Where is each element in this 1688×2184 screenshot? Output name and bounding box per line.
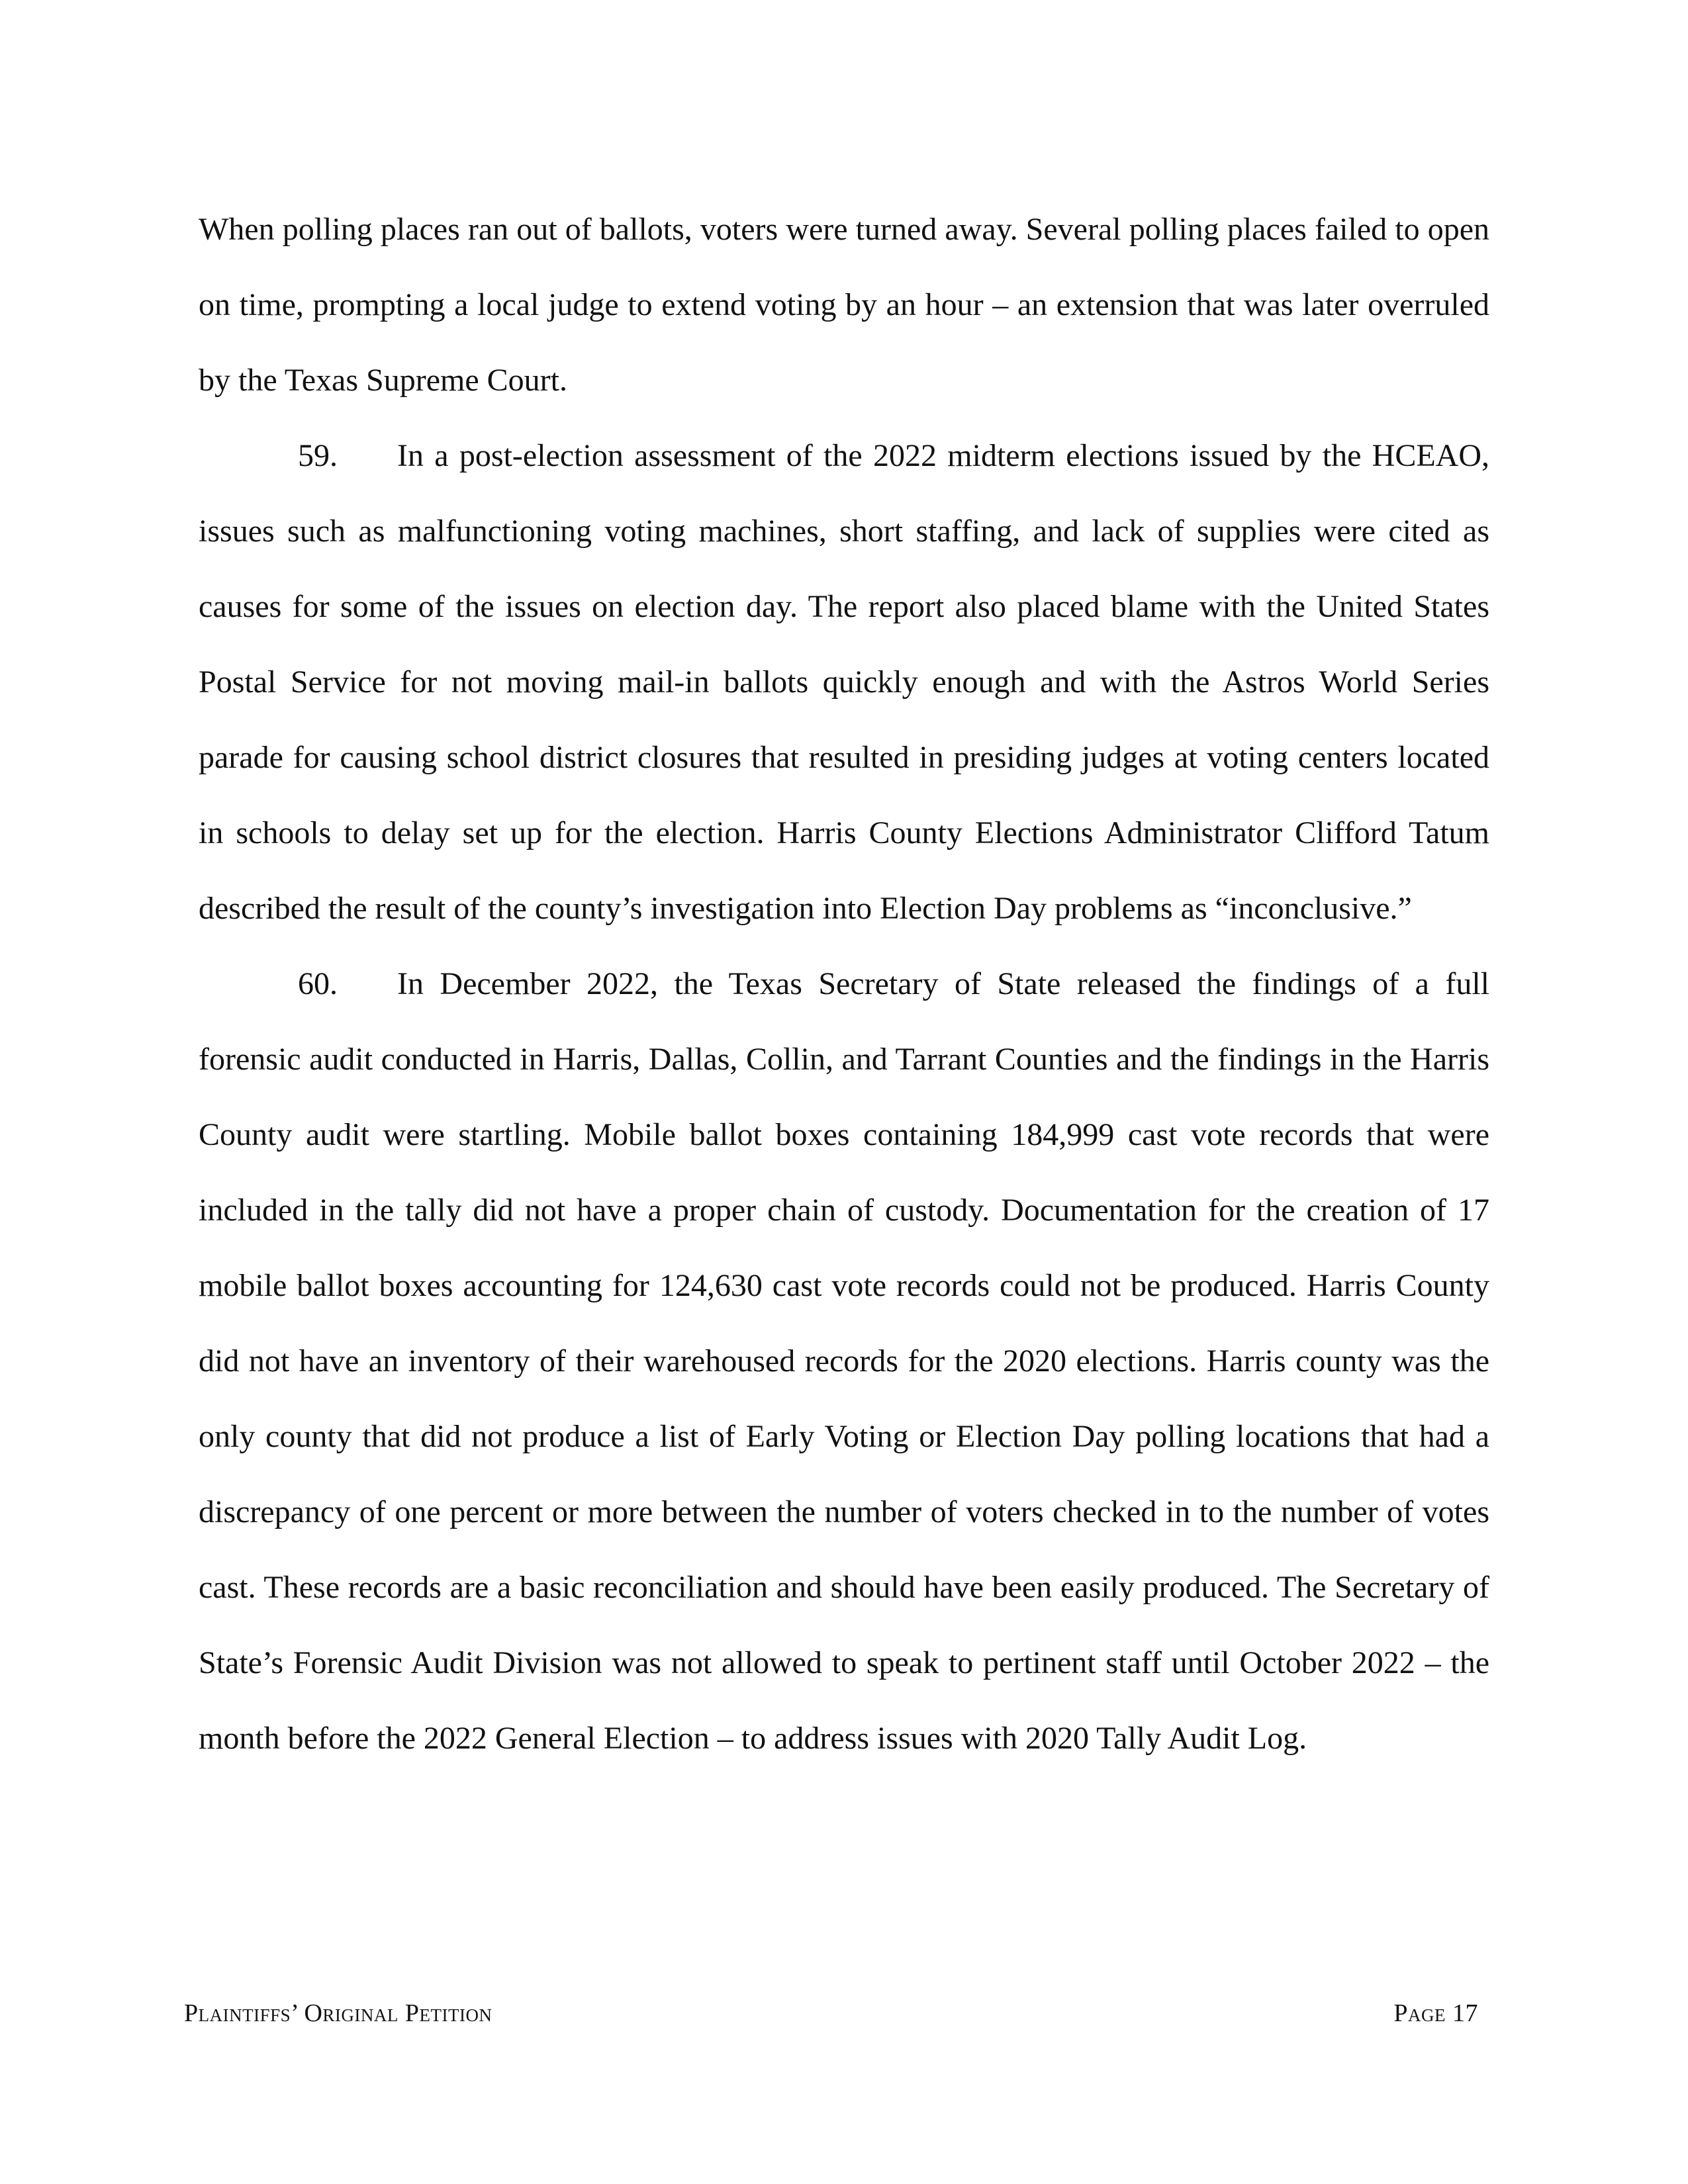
- page-footer: [184, 1999, 1478, 2038]
- document-body: [199, 192, 1489, 1776]
- paragraph-60: [199, 946, 1489, 1776]
- paragraph-continued: [199, 192, 1489, 418]
- paragraph-number: 59.: [298, 438, 338, 473]
- paragraph-number: 60.: [298, 966, 338, 1001]
- footer-document-title: Plaintiffs’ Original Petition: [184, 1999, 492, 2027]
- paragraph-text: When polling places ran out of ballots, voters were turned away. Several polling places failed to open on time, prompting a local judge to extend voting by an hour – an extension that was later overruled by the Texas Supreme Court.: [199, 212, 1489, 398]
- paragraph-text: In December 2022, the Texas Secretary of State released the findings of a full forensic audit conducted in Harris, Dallas, Collin, and Tarrant Counties and the findings in the Harris County audit were startling. Mobile ballot boxes containing 184,999 cast vote records that were included in the tally did not have a proper chain of custody. Documentation for the creation of 17 mobile ballot boxes accounting for 124,630 cast vote records could not be produced. Harris County did not have an inventory of their warehoused records for the 2020 elections. Harris county was the only county that did not produce a list of Early Voting or Election Day polling locations that had a discrepancy of one percent or more between the number of voters checked in to the number of votes cast. These records are a basic reconciliation and should have been easily produced. The Secretary of State’s Forensic Audit Division was not allowed to speak to pertinent staff until October 2022 – the month before the 2022 General Election – to address issues with 2020 Tally Audit Log.: [199, 966, 1489, 1756]
- paragraph-text: In a post-election assessment of the 2022 midterm elections issued by the HCEAO, issues such as malfunctioning voting machines, short staffing, and lack of supplies were cited as causes for some of the issues on election day. The report also placed blame with the United States Postal Service for not moving mail-in ballots quickly enough and with the Astros World Series parade for causing school district closures that resulted in presiding judges at voting centers located in schools to delay set up for the election. Harris County Elections Administrator Clifford Tatum described the result of the county’s investigation into Election Day problems as “inconclusive.”: [199, 438, 1489, 926]
- footer-page-number: Page 17: [1393, 1999, 1478, 2027]
- paragraph-59: [199, 418, 1489, 946]
